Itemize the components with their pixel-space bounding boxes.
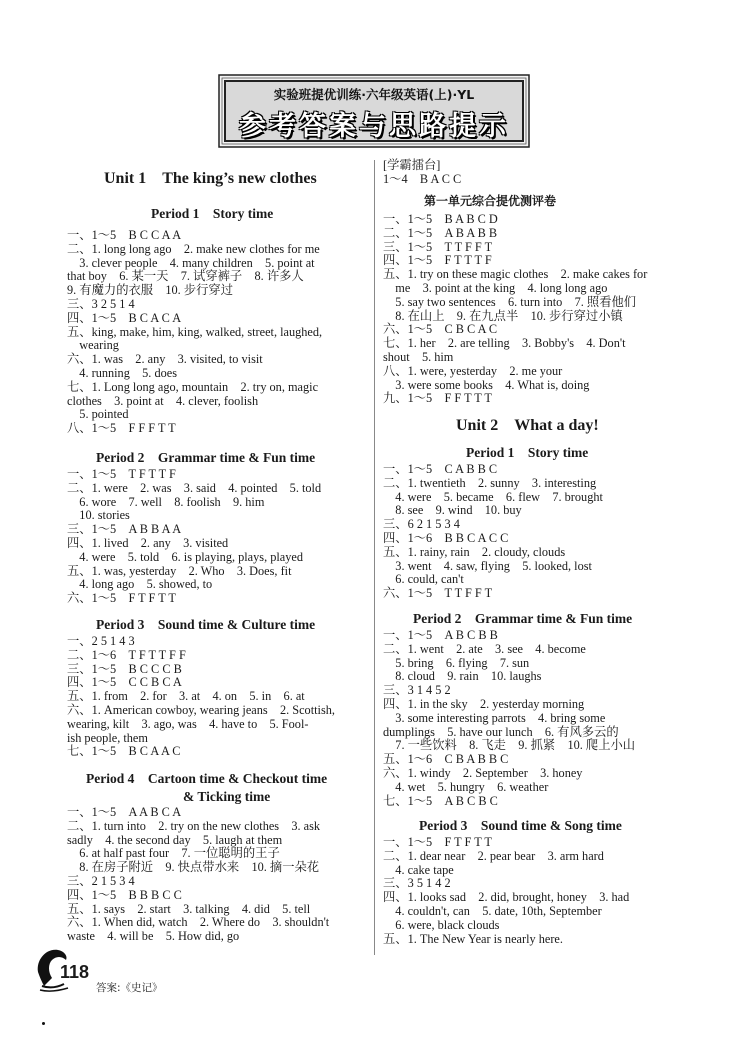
answer-line: 四、1～5 C C B C A [67,675,182,690]
answer-line: 五、1. try on these magic clothes 2. make cakes for [383,267,648,282]
answer-line: 二、1. turn into 2. try on the new clothes 3. ask [67,818,321,833]
answer-line: 五、1. The New Year is nearly here. [383,931,563,946]
answer-line: dumplings 5. have our lunch 6. 有风多云的 [383,724,619,739]
section-label: [学霸擂台] [383,158,441,172]
banner-panel [224,80,524,142]
answer-line: 3. clever people 4. many children 5. point at [67,255,315,270]
answer-line: 六、1～5 C B C A C [383,322,498,337]
answer-line: 4. were 5. became 6. flew 7. brought [383,489,603,504]
answer-line: 4. couldn't, can 5. date, 10th, September [383,904,602,918]
unit-title: Unit 1 The king’s new clothes [104,170,317,187]
answer-line: 5. bring 6. flying 7. sun [383,655,530,670]
answer-line: 3. were some books 4. What is, doing [383,377,590,392]
period-title: Period 2 Grammar time & Fun time [413,611,633,626]
answer-line: clothes 3. point at 4. clever, foolish [67,393,259,408]
answer-line: ish people, them [67,730,148,745]
answer-line: 五、1. rainy, rain 2. cloudy, clouds [383,544,566,559]
answer-line: that boy 6. 某一天 7. 试穿裤子 8. 许多人 [67,269,304,284]
answer-note: 答案:《史记》 [96,982,163,994]
answer-line: 六、1～5 F T F T T [67,591,176,606]
answer-line: 二、1. went 2. ate 3. see 4. become [383,641,586,656]
answer-line: 7. 一些饮料 8. 飞走 9. 抓紧 10. 爬上小山 [383,738,636,753]
page-number: 118 [60,962,90,982]
answer-line: wearing [67,338,119,353]
answer-line: 三、3 5 1 4 2 [383,876,451,891]
answer-line: 5. pointed [67,407,129,422]
answer-line: 8. 在房子附近 9. 快点带水来 10. 摘一朵花 [67,860,320,875]
answer-line: 4. cake tape [383,862,454,877]
column-divider [374,160,375,955]
answer-line: 八、1. were, yesterday 2. me your [383,363,563,378]
answer-line: 8. see 9. wind 10. buy [383,503,522,518]
answer-line: 一、1～5 A B C B B [383,628,498,642]
answer-line: 二、1～6 T F T T F F [67,647,186,662]
answer-line: 四、1～6 B B C A C C [383,531,509,545]
period-title: Period 4 Cartoon time & Checkout time [86,771,328,786]
answer-line: 六、1. windy 2. September 3. honey [383,766,583,780]
answer-line: 8. cloud 9. rain 10. laughs [383,669,542,684]
answer-line: 9. 有魔力的衣服 10. 步行穿过 [67,283,234,298]
answer-line: 二、1. long long ago 2. make new clothes for me [67,241,320,256]
answer-line: 6. could, can't [383,572,464,587]
answer-line: 八、1～5 F F F T T [67,421,176,436]
answer-line: 1～4 B A C C [383,172,462,186]
answer-line: 一、1～5 B C C A A [67,228,182,242]
answer-line: 一、1～5 F T F T T [383,835,492,849]
answer-line: 四、1. in the sky 2. yesterday morning [383,697,585,711]
answer-line: 四、1～5 B C A C A [67,310,182,325]
answer-line: 8. 在山上 9. 在九点半 10. 步行穿过小镇 [383,308,623,323]
answer-line: 七、1～5 B C A A C [67,744,181,759]
answer-line: 三、1～5 A B B A A [67,522,182,537]
title-banner [218,74,530,148]
answer-line: shout 5. him [383,350,454,364]
answer-line: 六、1～5 T T F F T [383,586,493,601]
answer-line: 4. running 5. does [67,366,177,380]
answer-line: 三、3 2 5 1 4 [67,297,135,311]
answer-line: wearing, kilt 3. ago, was 4. have to 5. Fool- [67,716,309,731]
stray-dot [42,1022,45,1025]
answer-line: 6. wore 7. well 8. foolish 9. him [67,494,265,509]
answer-line: me 3. point at the king 4. long long ago [383,281,608,295]
answer-line: 七、1. her 2. are telling 3. Bobby's 4. Don't [383,336,626,351]
answer-line: 三、2 1 5 3 4 [67,874,135,888]
banner-title: 参考答案与思路提示 [239,111,509,142]
answer-line: 九、1～5 F F T T T [383,391,492,406]
period-title: & Ticking time [183,789,271,804]
answer-line: 七、1. Long long ago, mountain 2. try on, magic [67,379,319,394]
answer-line: 四、1～5 F T T T F [383,253,492,268]
answer-line: 三、1～5 T T F F T [383,239,493,254]
answer-line: 4. wet 5. hungry 6. weather [383,779,549,794]
answer-line: 4. long ago 5. showed, to [67,577,213,592]
period-title: Period 3 Sound time & Song time [419,818,622,833]
answer-line: 3. some interesting parrots 4. bring some [383,710,606,725]
answer-line: 二、1. were 2. was 3. said 4. pointed 5. told [67,480,322,495]
answer-line: 6. at half past four 7. 一位聪明的王子 [67,846,280,861]
answer-line: 5. say two sentences 6. turn into 7. 照看他们 [383,294,637,309]
answer-line: waste 4. will be 5. How did, go [67,929,240,944]
period-title: Period 3 Sound time & Culture time [96,617,316,632]
answer-line: 七、1～5 A B C B C [383,793,498,808]
answer-line: sadly 4. the second day 5. laugh at them [67,832,283,847]
answer-line: 六、1. was 2. any 3. visited, to visit [67,352,263,367]
answer-line: 6. were, black clouds [383,917,500,932]
answer-line: 4. were 5. told 6. is playing, plays, played [67,549,303,564]
answer-line: 四、1. lived 2. any 3. visited [67,536,229,550]
answer-line: 五、king, make, him, king, walked, street, laughed, [67,324,323,339]
answer-line: 一、1～5 C A B B C [383,462,498,476]
period-title: Period 1 Story time [466,445,589,460]
answer-line: 一、1～5 B A B C D [383,212,498,226]
answer-line: 一、1～5 A A B C A [67,805,182,819]
period-title: Period 2 Grammar time & Fun time [96,450,316,465]
answer-line: 二、1. twentieth 2. sunny 3. interesting [383,475,597,490]
answer-line: 一、1～5 T F T T F [67,467,176,481]
banner-subtitle: 实验班提优训练·六年级英语(上)·YL [273,87,475,102]
answer-line: 五、1. says 2. start 3. talking 4. did 5. tell [67,901,311,916]
answer-line: 五、1～6 C B A B B C [383,752,509,767]
answer-line: 二、1～5 A B A B B [383,225,498,240]
unit-title: Unit 2 What a day! [456,417,599,434]
answer-line: 四、1～5 B B B C C [67,887,182,902]
answer-line: 二、1. dear near 2. pear bear 3. arm hard [383,848,604,863]
answer-line: 3. went 4. saw, flying 5. looked, lost [383,558,592,573]
answer-line: 三、3 1 4 5 2 [383,683,451,698]
answer-line: 五、1. was, yesterday 2. Who 3. Does, fit [67,563,292,578]
answer-line: 三、6 2 1 5 3 4 [383,517,460,532]
answer-line: 六、1. When did, watch 2. Where do 3. shouldn't [67,915,330,930]
answer-line: 四、1. looks sad 2. did, brought, honey 3. had [383,890,630,905]
test-title: 第一单元综合提优测评卷 [424,194,557,208]
period-title: Period 1 Story time [151,206,274,221]
answer-line: 一、2 5 1 4 3 [67,634,135,648]
answer-line: 五、1. from 2. for 3. at 4. on 5. in 6. at [67,689,305,704]
answer-line: 10. stories [67,508,130,523]
answer-line: 三、1～5 B C C C B [67,661,182,676]
answer-line: 六、1. American cowboy, wearing jeans 2. Scottish, [67,703,335,717]
